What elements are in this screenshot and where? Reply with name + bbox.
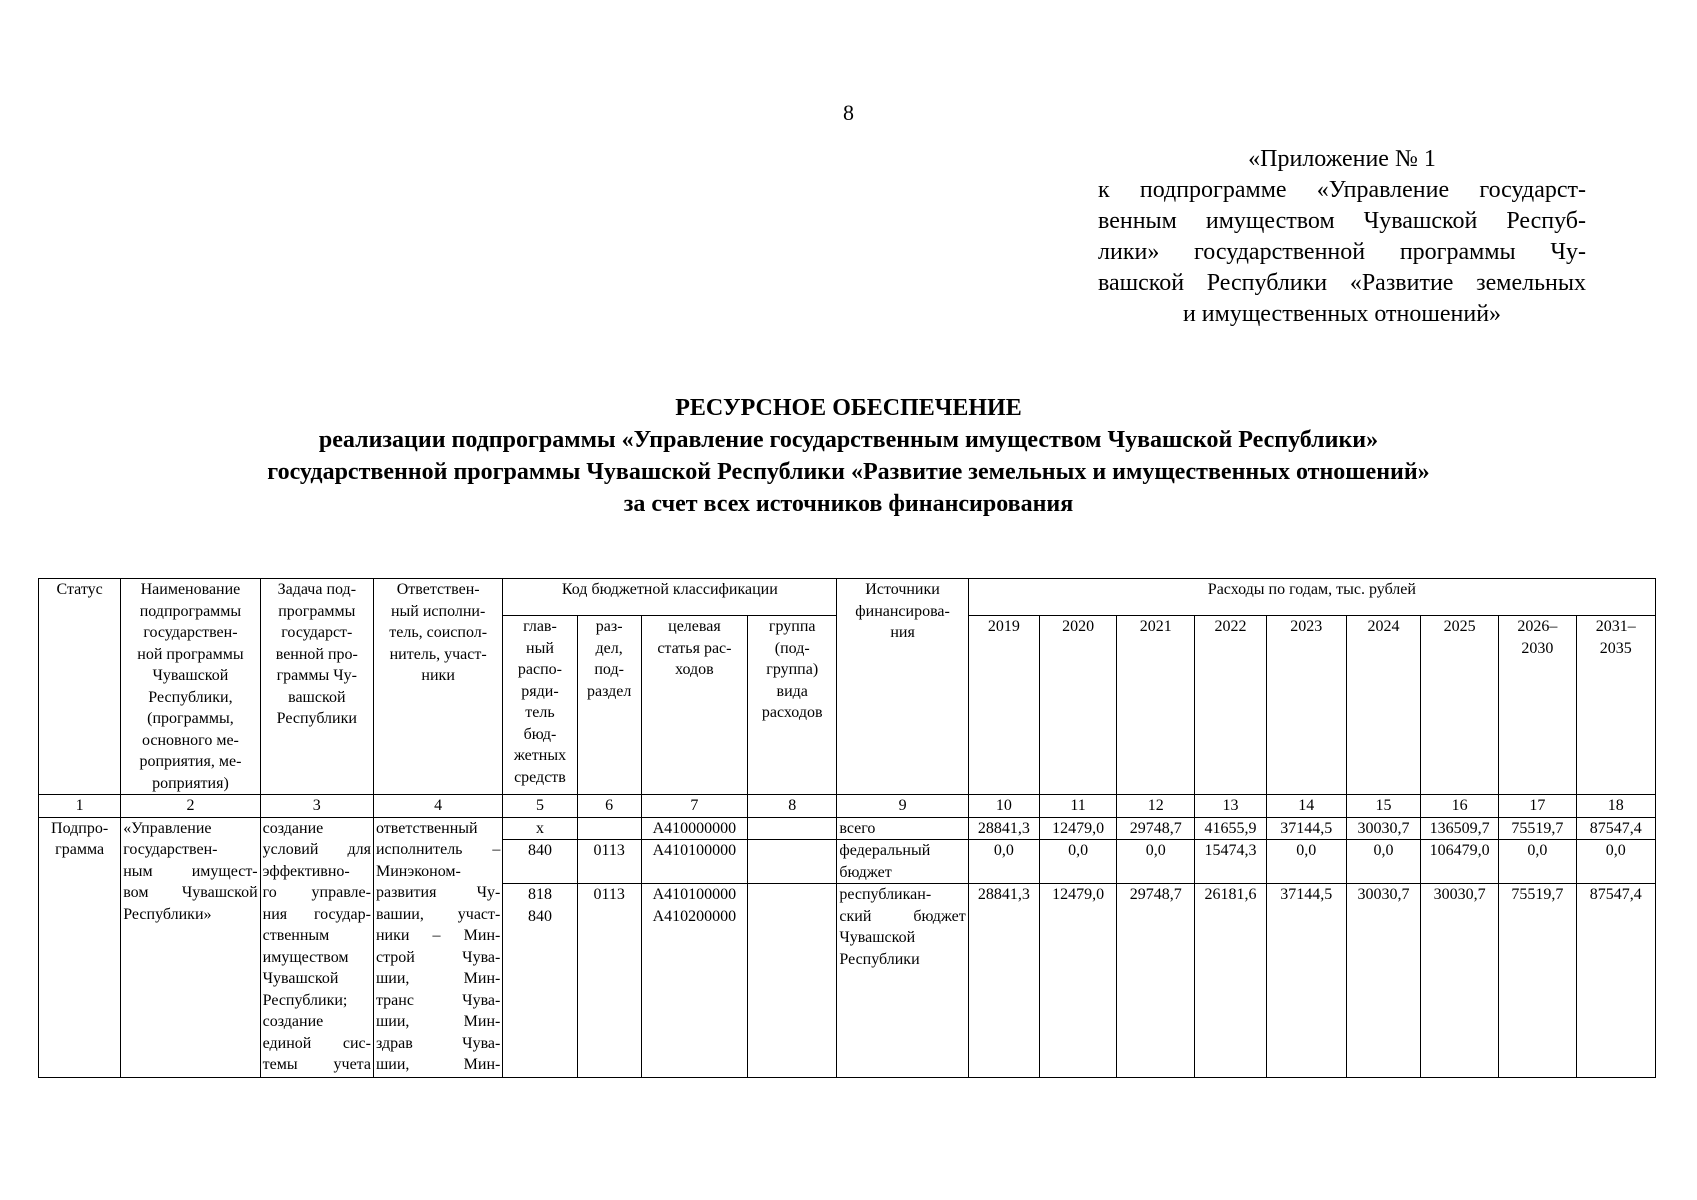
cell-line: вашии, участ- [375, 905, 501, 923]
cell-line: 2020 [1062, 618, 1095, 635]
cell-line: шии, Мин- [375, 970, 501, 987]
cell-line: бюджет [839, 863, 892, 881]
cell-line: 2021 [1139, 618, 1172, 635]
resource-table [38, 578, 1656, 1078]
cell-line: здрав Чува- [375, 1034, 501, 1052]
cell-line: темы учета [262, 1056, 371, 1073]
cell-line: статья рас- [657, 639, 732, 657]
group-cell [748, 840, 837, 884]
amount-cell: 15474,3 [1195, 840, 1266, 884]
document-title [0, 392, 1697, 520]
amount-cell: 12479,0 [1039, 884, 1116, 1078]
column-number: 4 [373, 795, 502, 818]
cell-line: ный исполни- [390, 602, 486, 620]
amount-cell: 87547,4 [1576, 817, 1656, 840]
amount-cell: 0,0 [1039, 840, 1116, 884]
header-expenses: Расходы по годам, тыс. рублей [968, 579, 1655, 616]
header-year [1576, 616, 1656, 795]
cell-line: ния государ- [262, 905, 371, 923]
appendix-line: и имущественных отношений» [1182, 301, 1502, 327]
responsible-cell [373, 817, 502, 1078]
header-target-item [641, 616, 747, 795]
cell-line: Чувашской [152, 667, 229, 684]
header-budget-code: Код бюджетной классификации [503, 579, 837, 616]
cell-line: ский бюджет [839, 907, 966, 925]
header-year [968, 616, 1039, 795]
source-cell [837, 840, 968, 884]
cell-line: основного ме- [141, 731, 239, 749]
cell-line: венной про- [275, 645, 358, 663]
header-year [1117, 616, 1195, 795]
column-number: 14 [1266, 795, 1346, 818]
cell-line: «Управление [123, 819, 212, 837]
main-manager-cell [503, 840, 577, 884]
cell-line: ходов [675, 661, 714, 678]
cell-line: 2026– [1517, 618, 1558, 635]
title-line: государственной программы Чувашской Республики «Развитие земельных и имущественных отношений» [267, 459, 1430, 485]
cell-line: граммы Чу- [276, 667, 357, 684]
cell-line: ния [890, 624, 915, 641]
cell-line: Республики [276, 710, 357, 727]
header-sources [837, 579, 968, 795]
header-year [1346, 616, 1420, 795]
amount-cell: 0,0 [1499, 840, 1576, 884]
cell-line: федеральный [839, 842, 931, 859]
amount-cell: 37144,5 [1266, 817, 1346, 840]
cell-line: строй Чува- [375, 948, 501, 966]
cell-line: 2031– [1595, 618, 1636, 635]
cell-line: 2035 [1599, 639, 1632, 657]
cell-line: А410000000 [652, 819, 737, 837]
target-item-cell [641, 840, 747, 884]
group-cell [748, 817, 837, 840]
appendix-line: «Приложение № 1 [1248, 146, 1436, 172]
column-number: 15 [1346, 795, 1420, 818]
appendix-line: вашской Республики «Развитие земельных [1098, 270, 1586, 296]
cell-line: создание [262, 1013, 324, 1030]
cell-line: 2030 [1521, 639, 1554, 657]
cell-line: Источники [865, 581, 940, 598]
cell-line: Республики [839, 950, 920, 968]
page-number: 8 [843, 100, 854, 125]
column-number: 12 [1117, 795, 1195, 818]
cell-line: 818 [527, 886, 552, 903]
column-number: 2 [121, 795, 260, 818]
cell-line: целевая [668, 618, 721, 635]
cell-line: транс Чува- [375, 991, 501, 1009]
column-number: 9 [837, 795, 968, 818]
cell-line: раз- [595, 618, 623, 635]
source-cell [837, 817, 968, 840]
group-cell [748, 884, 837, 1078]
cell-line: исполнитель – [375, 841, 501, 858]
amount-cell: 0,0 [1346, 840, 1420, 884]
cell-line: Ответствен- [396, 581, 480, 598]
cell-line: группа) [766, 661, 819, 678]
cell-line: ный [526, 639, 554, 657]
cell-line: 840 [527, 907, 552, 925]
column-number: 3 [260, 795, 373, 818]
target-item-cell [641, 817, 747, 840]
amount-cell: 30030,7 [1346, 884, 1420, 1078]
column-number: 5 [503, 795, 577, 818]
cell-line: под- [594, 661, 624, 678]
header-main-manager [503, 616, 577, 795]
appendix-line: лики» государственной программы Чу- [1098, 239, 1586, 265]
header-row [39, 579, 1656, 616]
cell-line: всего [839, 819, 876, 837]
cell-line: ным имущест- [123, 862, 258, 880]
header-year [1421, 616, 1499, 795]
amount-cell: 30030,7 [1421, 884, 1499, 1078]
cell-line: программы [278, 602, 356, 620]
amount-cell: 0,0 [968, 840, 1039, 884]
column-number-row [39, 795, 1656, 818]
cell-line: условий для [262, 841, 371, 858]
cell-line: бюд- [523, 725, 557, 743]
header-responsible [373, 579, 502, 795]
column-number: 13 [1195, 795, 1266, 818]
cell-line: роприятия, ме- [139, 753, 242, 770]
cell-line: 2022 [1214, 618, 1247, 635]
cell-line: жетных [513, 747, 567, 764]
cell-line: имуществом [262, 948, 349, 966]
cell-line: эффективно- [262, 862, 350, 880]
header-year [1499, 616, 1576, 795]
cell-line: расходов [761, 704, 823, 721]
header-year [1195, 616, 1266, 795]
cell-line: А410100000 [652, 842, 737, 859]
cell-line: 2025 [1443, 618, 1476, 635]
task-cell [260, 817, 373, 1078]
cell-line: вашской [288, 688, 346, 706]
title-line: реализации подпрограммы «Управление государственным имуществом Чувашской Республики» [318, 427, 1379, 453]
cell-line: вом Чувашской [123, 884, 258, 901]
section-cell [577, 817, 641, 840]
amount-cell: 26181,6 [1195, 884, 1266, 1078]
cell-line: создание [262, 819, 324, 837]
cell-line: Чувашской [839, 929, 916, 946]
amount-cell: 75519,7 [1499, 884, 1576, 1078]
cell-line: Подпро- [51, 819, 109, 837]
cell-line: 0113 [593, 886, 625, 903]
cell-line: группа [768, 618, 816, 635]
cell-line: развития Чу- [375, 884, 501, 901]
cell-line: шии, Мин- [375, 1056, 501, 1073]
cell-line: Чувашской [262, 970, 339, 987]
cell-line: глав- [523, 618, 557, 635]
cell-line: ственным [262, 927, 330, 944]
cell-line: шии, Мин- [375, 1013, 501, 1030]
cell-line: го управле- [262, 884, 371, 901]
amount-cell: 136509,7 [1421, 817, 1499, 840]
amount-cell: 30030,7 [1346, 817, 1420, 840]
cell-line: ответственный [375, 819, 478, 837]
column-number: 1 [39, 795, 121, 818]
cell-line: Республики» [123, 905, 212, 923]
cell-line: 2019 [987, 618, 1020, 635]
appendix-note [1098, 144, 1586, 330]
cell-line: единой сис- [262, 1034, 371, 1052]
amount-cell: 37144,5 [1266, 884, 1346, 1078]
status-cell [39, 817, 121, 1078]
main-manager-cell [503, 817, 577, 840]
column-number: 6 [577, 795, 641, 818]
cell-line: распо- [517, 661, 562, 678]
amount-cell: 41655,9 [1195, 817, 1266, 840]
cell-line: 2023 [1290, 618, 1323, 635]
cell-line: 840 [527, 842, 552, 859]
amount-cell: 29748,7 [1117, 884, 1195, 1078]
column-number: 7 [641, 795, 747, 818]
amount-cell: 29748,7 [1117, 817, 1195, 840]
cell-line: Республики, [148, 688, 233, 706]
source-cell [837, 884, 968, 1078]
name-cell [121, 817, 260, 1078]
cell-line: (под- [774, 639, 810, 657]
column-number: 17 [1499, 795, 1576, 818]
cell-line: ники [421, 667, 455, 684]
cell-line: государст- [281, 624, 353, 641]
amount-cell: 0,0 [1117, 840, 1195, 884]
cell-line: тель [525, 704, 555, 721]
cell-line: ряди- [521, 682, 559, 700]
cell-line: (программы, [147, 710, 234, 727]
column-number: 8 [748, 795, 837, 818]
cell-line: Республики; [262, 991, 348, 1009]
cell-line: тель, соиспол- [389, 624, 488, 641]
cell-line: средств [514, 768, 566, 786]
cell-line: нитель, участ- [389, 645, 487, 663]
cell-line: государствен- [123, 841, 218, 858]
section-cell [577, 840, 641, 884]
amount-cell: 28841,3 [968, 817, 1039, 840]
amount-cell: 12479,0 [1039, 817, 1116, 840]
header-group [748, 616, 837, 795]
cell-line: Задача под- [277, 581, 357, 598]
cell-line: государствен- [143, 624, 238, 641]
header-status: Статус [39, 579, 121, 795]
cell-line: 0113 [593, 842, 625, 859]
cell-line: Наименование [140, 581, 241, 598]
header-year [1266, 616, 1346, 795]
header-name [121, 579, 260, 795]
cell-line: А410200000 [652, 907, 737, 925]
header-task [260, 579, 373, 795]
title-line: за счет всех источников финансирования [623, 491, 1074, 517]
column-number: 10 [968, 795, 1039, 818]
header-year [1039, 616, 1116, 795]
title-line: РЕСУРСНОЕ ОБЕСПЕЧЕНИЕ [675, 395, 1022, 421]
amount-cell: 87547,4 [1576, 884, 1656, 1078]
cell-line: x [535, 819, 544, 837]
cell-line: ники – Мин- [375, 927, 501, 944]
target-item-cell [641, 884, 747, 1078]
cell-line: подпрограммы [139, 602, 242, 620]
appendix-line: к подпрограмме «Управление государст- [1098, 177, 1586, 203]
appendix-line: венным имуществом Чувашской Респуб- [1098, 208, 1586, 234]
amount-cell: 75519,7 [1499, 817, 1576, 840]
amount-cell: 0,0 [1576, 840, 1656, 884]
cell-line: раздел [586, 682, 632, 700]
amount-cell: 0,0 [1266, 840, 1346, 884]
amount-cell: 106479,0 [1421, 840, 1499, 884]
header-section [577, 616, 641, 795]
cell-line: финансирова- [855, 602, 950, 620]
table-row [39, 817, 1656, 840]
cell-line: 2024 [1367, 618, 1400, 635]
cell-line: роприятия) [152, 774, 229, 792]
main-manager-cell [503, 884, 577, 1078]
column-number: 11 [1039, 795, 1116, 818]
column-number: 18 [1576, 795, 1656, 818]
column-number: 16 [1421, 795, 1499, 818]
section-cell [577, 884, 641, 1078]
cell-line: ной программы [137, 645, 244, 663]
cell-line: Минэконом- [375, 862, 461, 880]
amount-cell: 28841,3 [968, 884, 1039, 1078]
cell-line: республикан- [839, 886, 932, 903]
cell-line: А410100000 [652, 886, 737, 903]
cell-line: грамма [55, 841, 105, 858]
cell-line: дел, [595, 639, 623, 657]
cell-line: вида [776, 682, 808, 700]
